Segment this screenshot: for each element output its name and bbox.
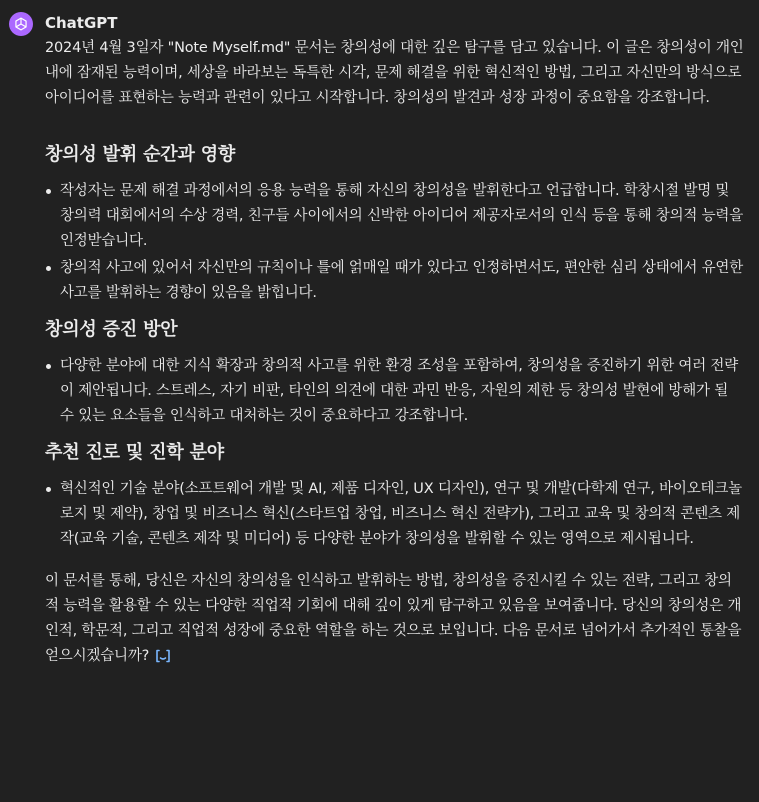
- list-item: 혁신적인 기술 분야(소프트웨어 개발 및 AI, 제품 디자인, UX 디자인), 연구 및 개발(다학제 연구, 바이오테크놀로지 및 제약), 창업 및 비즈니스 혁신(스타트업 창업, 비즈니스 혁신 전략가), 그리고 교육 및 창의적 콘텐츠 제작(교육 기술, 콘텐츠 제작 및 미디어) 등 다양한 분야가 창의성을 발휘할 수 있는 영역으로 제시됩니다.: [60, 477, 745, 552]
- outro-text: 이 문서를 통해, 당신은 자신의 창의성을 인식하고 발휘하는 방법, 창의성을 증진시킬 수 있는 전략, 그리고 창의적 능력을 활용할 수 있는 다양한 직업적 기회에 대해 깊이 있게 탐구하고 있음을 보여줍니다. 당신의 창의성은 개인적, 학문적, 그리고 직업적 성장에 중요한 역할을 하는 것으로 보입니다. 다음 문서로 넘어가서 추가적인 통찰을 얻으시겠습니까?: [45, 573, 742, 664]
- section-1-list: [45, 179, 745, 306]
- message-content: [45, 36, 745, 669]
- section-heading-2: 창의성 증진 방안: [45, 319, 178, 340]
- openai-logo-icon: [9, 12, 33, 36]
- outro-paragraph: [45, 569, 745, 669]
- intro-paragraph: 2024년 4월 3일자 "Note Myself.md" 문서는 창의성에 대한 깊은 탐구를 담고 있습니다. 이 글은 창의성이 개인 내에 잠재된 능력이며, 세상을 바라보는 독특한 시각, 문제 해결을 위한 혁신적인 방법, 그리고 자신만의 방식으로 아이디어를 표현하는 능력과 관련이 있다고 시작합니다. 창의성의 발견과 성장 과정이 중요함을 강조합니다.: [45, 40, 744, 106]
- list-item: 작성자는 문제 해결 과정에서의 응용 능력을 통해 자신의 창의성을 발휘한다고 언급합니다. 학창시절 발명 및 창의력 대회에서의 수상 경력, 친구들 사이에서의 신박한 아이디어 제공자로서의 인식 등을 통해 창의적 능력을 인정받습니다.: [60, 179, 745, 254]
- section-heading-1: 창의성 발휘 순간과 영향: [45, 144, 236, 165]
- list-item: 창의적 사고에 있어서 자신만의 규칙이나 틀에 얽매일 때가 있다고 인정하면서도, 편안한 심리 상태에서 유연한 사고를 발휘하는 경향이 있음을 밝힙니다.: [60, 256, 745, 306]
- quote-source-icon[interactable]: [154, 648, 172, 664]
- section-3-list: [45, 477, 745, 552]
- section-heading-3: 추천 진로 및 진학 분야: [45, 442, 224, 463]
- list-item: 다양한 분야에 대한 지식 확장과 창의적 사고를 위한 환경 조성을 포함하여, 창의성을 증진하기 위한 여러 전략이 제안됩니다. 스트레스, 자기 비판, 타인의 의견에 대한 과민 반응, 자원의 제한 등 창의성 발현에 방해가 될 수 있는 요소들을 인식하고 대처하는 것이 중요하다고 강조합니다.: [60, 354, 745, 429]
- section-2-list: [45, 354, 745, 429]
- message-author: ChatGPT: [45, 14, 118, 32]
